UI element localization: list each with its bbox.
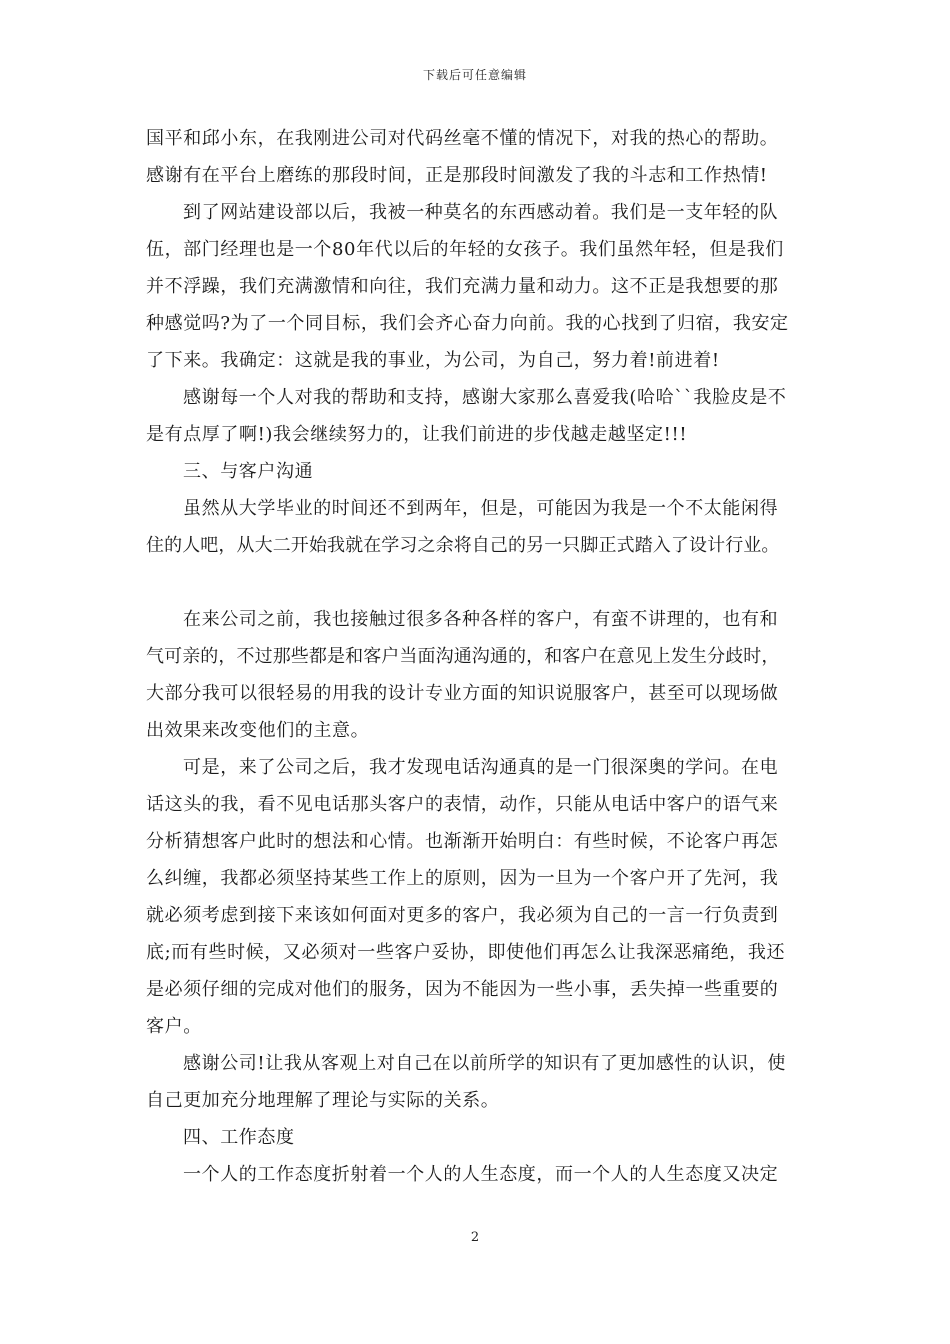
text-line: 底;而有些时候，又必须对一些客户妥协，即使他们再怎么让我深恶痛绝，我还 [146,942,786,963]
text-line: 可是，来了公司之后，我才发现电话沟通真的是一门很深奥的学问。在电 [183,757,779,778]
section-heading: 四、工作态度 [183,1127,295,1148]
text-line: 是有点厚了啊!)我会继续努力的，让我们前进的步伐越走越坚定!!! [146,424,688,445]
text-line: 感谢公司!让我从客观上对自己在以前所学的知识有了更加感性的认识，使 [183,1053,787,1074]
text-line: 并不浮躁，我们充满激情和向往，我们充满力量和动力。这不正是我想要的那 [146,276,779,297]
text-line: 气可亲的，不过那些都是和客户当面沟通沟通的，和客户在意见上发生分歧时， [146,646,780,667]
text-line: 么纠缠，我都必须坚持某些工作上的原则，因为一旦为一个客户开了先河，我 [146,868,779,889]
page-header: 下载后可任意编辑 [422,68,527,82]
text-line: 感谢每一个人对我的帮助和支持，感谢大家那么喜爱我(哈哈``我脸皮是不 [183,387,787,408]
section-heading: 三、与客户沟通 [183,461,314,482]
text-line: 就必须考虑到接下来该如何面对更多的客户，我必须为自己的一言一行负责到 [146,905,779,926]
text-line: 种感觉吗?为了一个同目标，我们会齐心奋力向前。我的心找到了归宿，我安定 [146,313,789,334]
text-line: 客户。 [146,1016,202,1037]
text-line: 在来公司之前，我也接触过很多各种各样的客户，有蛮不讲理的，也有和 [183,609,779,630]
text-line: 大部分我可以很轻易的用我的设计专业方面的知识说服客户，甚至可以现场做 [146,683,779,704]
text-line: 伍，部门经理也是一个80年代以后的年轻的女孩子。我们虽然年轻，但是我们 [146,239,784,260]
text-line: 到了网站建设部以后，我被一种莫名的东西感动着。我们是一支年轻的队 [183,202,779,223]
text-line: 住的人吧，从大二开始我就在学习之余将自己的另一只脚正式踏入了设计行业。 [146,535,780,556]
text-line: 出效果来改变他们的主意。 [146,720,370,741]
blank-line [146,564,812,601]
text-line: 国平和邱小东，在我刚进公司对代码丝毫不懂的情况下，对我的热心的帮助。 [146,128,779,149]
text-line: 了下来。我确定：这就是我的事业，为公司，为自己，努力着!前进着! [146,350,720,371]
document-body [146,120,812,1193]
text-line: 一个人的工作态度折射着一个人的人生态度，而一个人的人生态度又决定 [183,1164,779,1185]
text-line: 话这头的我，看不见电话那头客户的表情，动作，只能从电话中客户的语气来 [146,794,779,815]
text-line: 自己更加充分地理解了理论与实际的关系。 [146,1090,500,1111]
text-line: 虽然从大学毕业的时间还不到两年，但是，可能因为我是一个不太能闲得 [183,498,779,519]
text-line: 感谢有在平台上磨练的那段时间，正是那段时间激发了我的斗志和工作热情! [146,165,768,186]
text-line: 是必须仔细的完成对他们的服务，因为不能因为一些小事，丢失掉一些重要的 [146,979,779,1000]
page-number: 2 [470,1230,480,1245]
text-line: 分析猜想客户此时的想法和心情。也渐渐开始明白：有些时候，不论客户再怎 [146,831,779,852]
